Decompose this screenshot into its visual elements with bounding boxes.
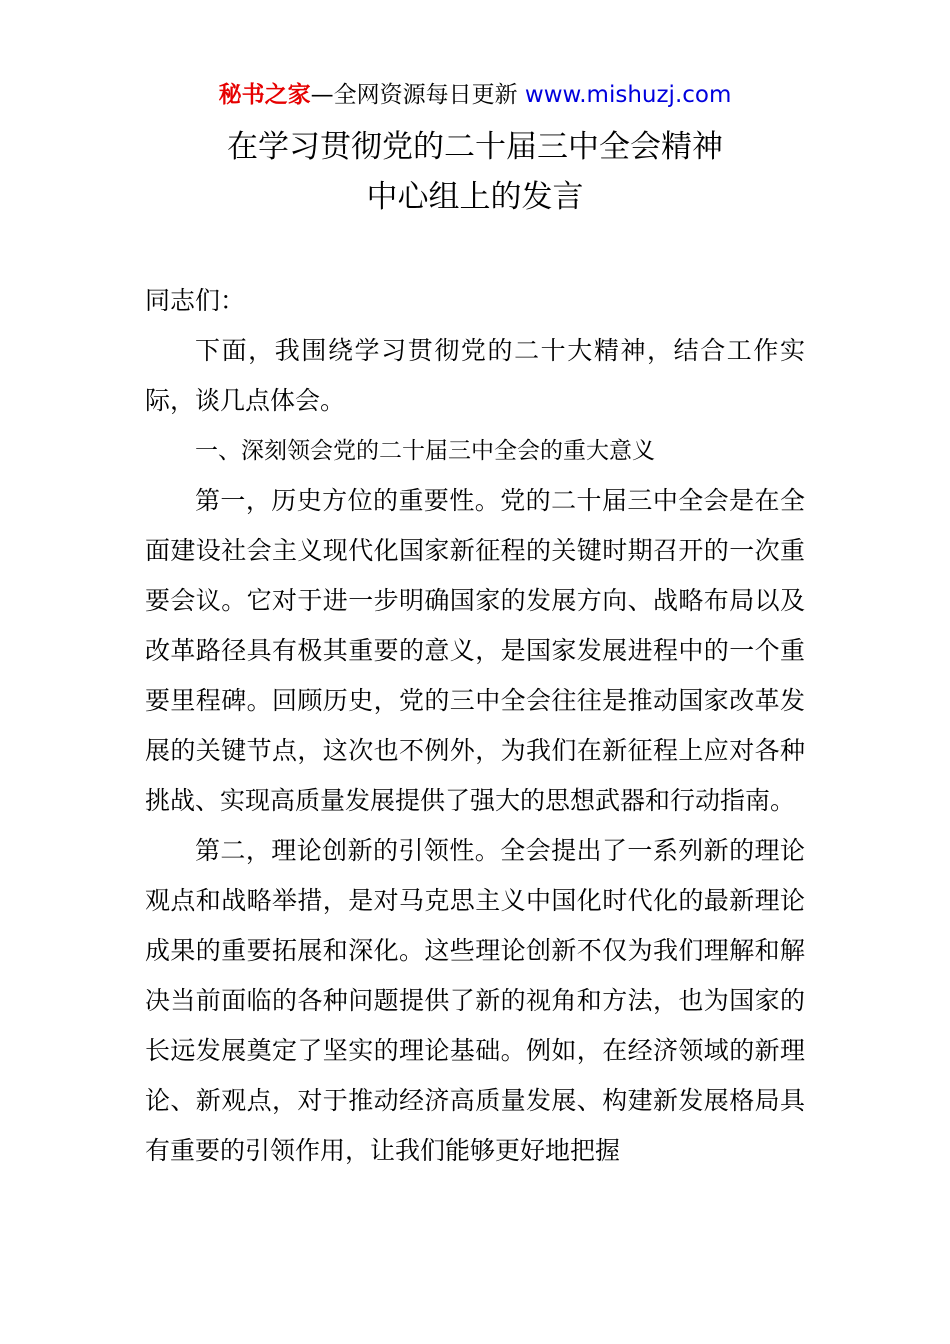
salutation: 同志们： (145, 286, 246, 315)
document-title-line-1: 在学习贯彻党的二十届三中全会精神 (227, 129, 723, 165)
site-tagline: —全网资源每日更新 (310, 82, 518, 108)
document-title-line-2: 中心组上的发言 (366, 179, 584, 215)
paragraph-2: 第二，理论创新的引领性。全会提出了一系列新的理论观点和战略举措，是对马克思主义中国化时代化的最新理论成果的重要拓展和深化。这些理论创新不仅为我们理解和解决当前面临的各种问题提供了新的视角和方法，也为国家的长远发展奠定了坚实的理论基础。例如，在经济领域的新理论、新观点，对于推动经济高质量发展、构建新发展格局具有重要的引领作用，让我们能够更好地把握 (145, 836, 805, 1165)
section-heading-1: 一、深刻领会党的二十届三中全会的重大意义 (195, 438, 655, 464)
paragraph-1: 第一，历史方位的重要性。党的二十届三中全会是在全面建设社会主义现代化国家新征程的关键时期召开的一次重要会议。它对于进一步明确国家的发展方向、战略布局以及改革路径具有极其重要的意义，是国家发展进程中的一个重要里程碑。回顾历史，党的三中全会往往是推动国家改革发展的关键节点，这次也不例外，为我们在新征程上应对各种挑战、实现高质量发展提供了强大的思想武器和行动指南。 (145, 486, 805, 815)
document-body (145, 276, 805, 1176)
site-brand: 秘书之家 (218, 82, 311, 108)
site-url-link[interactable]: www.mishuzj.com (517, 82, 732, 108)
site-header (0, 78, 950, 112)
intro-paragraph: 下面，我围绕学习贯彻党的二十大精神，结合工作实际，谈几点体会。 (145, 336, 805, 415)
